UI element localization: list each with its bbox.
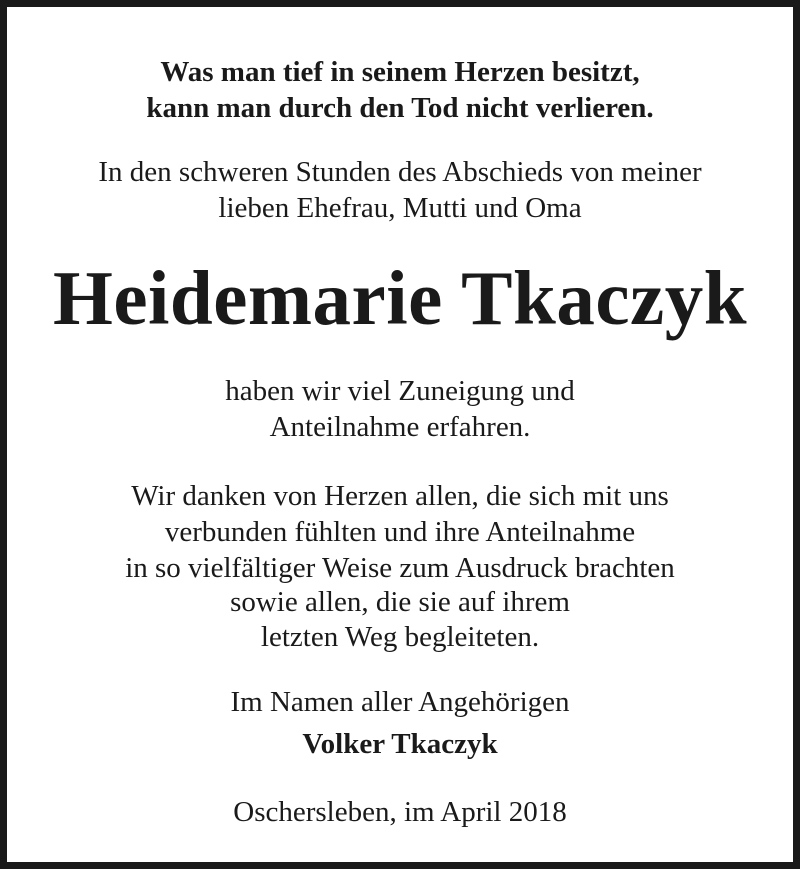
thanks-line-2: verbunden fühlten und ihre Anteilnahme <box>164 516 636 548</box>
thanks-line-4: sowie allen, die sie auf ihrem <box>230 586 570 618</box>
sympathy-line-2: Anteilnahme erfahren. <box>269 411 531 443</box>
motto-line-1: Was man tief in seinem Herzen besitzt, <box>160 56 640 88</box>
place-date: Oschersleben, im April 2018 <box>233 796 567 828</box>
deceased-name: Heidemarie Tkaczyk <box>52 255 748 341</box>
thanks-line-1: Wir danken von Herzen allen, die sich mit uns <box>131 480 669 512</box>
thanks-line-3: in so vielfältiger Weise zum Ausdruck brachten <box>125 552 675 584</box>
intro-line-2: lieben Ehefrau, Mutti und Oma <box>218 192 582 224</box>
signer-name: Volker Tkaczyk <box>302 728 498 760</box>
intro-line-1: In den schweren Stunden des Abschieds von meiner <box>98 156 702 188</box>
thanks-line-5: letzten Weg begleiteten. <box>260 621 540 653</box>
sympathy-line-1: haben wir viel Zuneigung und <box>225 375 575 407</box>
motto-line-2: kann man durch den Tod nicht verlieren. <box>146 92 654 124</box>
on-behalf-line: Im Namen aller Angehörigen <box>230 686 570 718</box>
